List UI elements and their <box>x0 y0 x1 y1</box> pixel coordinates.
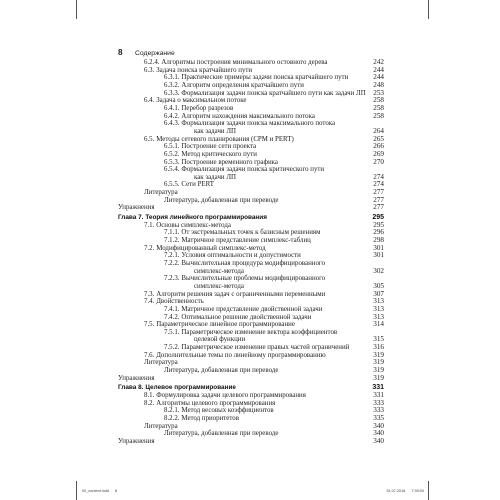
toc-entry-number: 7.4.1. <box>164 305 180 313</box>
toc-entry-number: 7.4.2. <box>164 313 180 321</box>
toc-entry-page: 319 <box>373 350 384 359</box>
toc-entry-page: 242 <box>373 58 384 67</box>
toc-subsection-entry <box>118 90 384 98</box>
toc-entry-title: Практические примеры задачи поиска кратчайшего пути <box>181 74 349 82</box>
toc-entry-title: Дополнительные темы по линейному программированию <box>156 351 326 359</box>
toc-entry-number: 7.5. <box>144 321 155 329</box>
toc-entry-number: 8.2.1. <box>164 407 180 415</box>
toc-entry-title: Построение сети проекта <box>181 143 257 151</box>
toc-subsection-entry <box>118 82 384 90</box>
toc-entry-page: 315 <box>373 335 384 344</box>
toc-section-entry <box>118 245 384 253</box>
toc-entry-number: 6.5.4. <box>164 166 180 174</box>
toc-entry-number: 7.1. <box>144 221 155 229</box>
toc-entry-page: 319 <box>373 366 384 374</box>
slug-filename: 00_content.indd <box>82 488 110 493</box>
toc-entry-number: Глава 8. <box>118 384 144 392</box>
toc-entry-title: Теория линейного программирования <box>145 213 267 221</box>
toc-entry-page: 313 <box>373 304 384 313</box>
toc-entry-continuation <box>118 283 384 291</box>
toc-entry-title: симплекс-метода <box>194 267 244 275</box>
crop-mark <box>76 0 77 19</box>
toc-entry-page: 313 <box>373 297 384 306</box>
toc-entry-number: 7.2. <box>144 244 155 252</box>
toc-entry-title: Алгоритм решения задач с ограниченными переменными <box>156 290 326 298</box>
toc-entry-title: Литература, добавленная при переводе <box>164 430 279 438</box>
toc-entry-page: 301 <box>373 243 384 252</box>
toc-section-entry <box>118 97 384 105</box>
toc-subsection-entry <box>118 197 384 205</box>
toc-section-entry <box>118 352 384 360</box>
toc-entry-page: 295 <box>372 213 384 221</box>
toc-section-entry <box>118 321 384 329</box>
toc-entry-number: 6.5. <box>144 135 155 143</box>
toc-subsection-entry <box>118 159 384 167</box>
toc-entry-page: 307 <box>373 289 384 298</box>
toc-entry-page: 319 <box>373 373 384 382</box>
toc-chapter-entry <box>118 384 384 392</box>
toc-entry-continuation <box>118 174 384 182</box>
toc-subsection-entry <box>118 105 384 113</box>
toc-entry-title: Параметрическое изменение правых частей ограничений <box>181 344 350 352</box>
table-of-contents <box>118 59 384 445</box>
toc-entry-continuation <box>118 336 384 344</box>
toc-entry-page: 264 <box>373 126 384 135</box>
toc-entry-number: 6.2.4. <box>144 59 160 67</box>
toc-subsection-entry <box>118 314 384 322</box>
toc-entry-page: 331 <box>373 391 384 400</box>
toc-entry-continuation <box>118 128 384 136</box>
toc-entry-title: Литература <box>144 422 178 430</box>
toc-section-entry <box>118 298 384 306</box>
toc-entry-number: 7.1.2. <box>164 237 180 245</box>
toc-entry-number: 6.3.2. <box>164 82 180 90</box>
toc-entry-number: 7.6. <box>144 351 155 359</box>
toc-entry-page: 313 <box>373 312 384 321</box>
toc-entry-title: Литература <box>144 189 178 197</box>
slug-time: 7:39:00 <box>411 488 424 493</box>
toc-entry-number: 6.3. <box>144 66 155 74</box>
toc-entry-number: 8.2.2. <box>164 415 180 423</box>
toc-subsection-entry <box>118 407 384 415</box>
toc-entry-page: 277 <box>373 195 384 204</box>
toc-entry-page: 266 <box>373 142 384 151</box>
toc-entry-page: 305 <box>373 281 384 290</box>
toc-entry-number: 6.5.2. <box>164 150 180 158</box>
toc-entry-page: 277 <box>373 203 384 212</box>
toc-entry-title: Сети PERT <box>181 181 214 189</box>
toc-entry-title: Построение временного графика <box>181 158 278 166</box>
toc-entry-title: Формулировка задачи целевого программирования <box>156 392 306 400</box>
toc-entry-page: 314 <box>373 320 384 329</box>
toc-entry-number: 6.3.1. <box>164 74 180 82</box>
toc-entry-title: Литература, добавленная при переводе <box>164 196 279 204</box>
toc-entry-title: Перебор разрезов <box>181 105 234 113</box>
toc-entry-number: 6.4.3. <box>164 120 180 128</box>
toc-entry-page: 295 <box>373 220 384 229</box>
toc-entry-number: 7.4. <box>144 298 155 306</box>
toc-entry-title: Методы сетевого планирования (CPM и PERT) <box>156 135 294 143</box>
toc-entry-page: 340 <box>373 436 384 445</box>
toc-section-entry <box>118 59 384 67</box>
page-number: 8 <box>118 48 123 57</box>
toc-subsection-entry <box>118 367 384 375</box>
toc-entry-title: Метод приоритетов <box>181 415 239 423</box>
toc-subsection-entry <box>118 260 384 268</box>
toc-entry-title: Матричное представление двойственной задачи <box>181 305 323 313</box>
toc-entry-title: Матричное представление симплекс-таблиц <box>181 237 311 245</box>
toc-entry-number: 6.5.3. <box>164 158 180 166</box>
toc-entry-page: 244 <box>373 73 384 82</box>
slug-page: 8 <box>115 488 118 493</box>
toc-entry-number: 6.3.3. <box>164 89 180 97</box>
toc-entry-title: Алгоритмы построения минимального остовного дерева <box>161 59 328 67</box>
toc-entry-page: 270 <box>373 157 384 166</box>
crop-mark <box>76 481 77 500</box>
toc-entry-page: 340 <box>373 429 384 438</box>
toc-section-entry <box>118 400 384 408</box>
toc-entry-number: 7.5.2. <box>164 344 180 352</box>
toc-entry-number: 8.2. <box>144 399 155 407</box>
toc-subsection-entry <box>118 237 384 245</box>
toc-entry-title: Формализация задачи поиска кратчайшего пути как задачи ЛП <box>181 89 366 97</box>
toc-subsection-entry <box>118 74 384 82</box>
toc-entry-title: Формализация задачи поиска критического пути <box>181 166 325 174</box>
toc-entry-number: 7.2.2. <box>164 260 180 268</box>
crop-mark <box>428 481 429 500</box>
toc-subsection-entry <box>118 151 384 159</box>
toc-entry-number: 6.4.2. <box>164 112 180 120</box>
toc-entry-number: 6.5.5. <box>164 181 180 189</box>
toc-subsection-entry <box>118 252 384 260</box>
toc-subsection-entry <box>118 430 384 438</box>
toc-entry-page: 319 <box>373 358 384 367</box>
toc-entry-title: Метод весовых коэффициентов <box>181 407 274 415</box>
toc-entry-title: Алгоритм нахождения максимального потока <box>181 112 315 120</box>
toc-entry-title: симплекс-метода <box>194 282 244 290</box>
toc-top-entry <box>118 375 384 383</box>
toc-entry-page: 335 <box>373 414 384 423</box>
toc-entry-continuation <box>118 268 384 276</box>
slug-timestamp <box>386 489 424 494</box>
toc-subsection-entry <box>118 329 384 337</box>
toc-entry-title: Упражнения <box>118 437 155 445</box>
toc-entry-title: Упражнения <box>118 204 155 212</box>
toc-entry-page: 277 <box>373 188 384 197</box>
toc-entry-number: 6.4.1. <box>164 105 180 113</box>
toc-entry-title: Двойственность <box>156 298 204 306</box>
toc-entry-page: 302 <box>373 266 384 275</box>
toc-entry-title: Целевое программирование <box>145 384 236 392</box>
toc-entry-page: 298 <box>373 236 384 245</box>
toc-section-entry <box>118 189 384 197</box>
toc-section-entry <box>118 359 384 367</box>
toc-subsection-entry <box>118 113 384 121</box>
toc-entry-title: Параметрическое изменение вектора коэффициентов <box>181 328 338 336</box>
toc-section-entry <box>118 136 384 144</box>
toc-section-entry <box>118 392 384 400</box>
slug-date: 31.07.2018 <box>386 488 406 493</box>
toc-entry-page: 331 <box>372 384 384 392</box>
toc-entry-number: 8.1. <box>144 392 155 400</box>
toc-entry-title: Алгоритм определения кратчайшего пути <box>181 82 304 90</box>
toc-entry-title: как задачи ЛП <box>194 173 236 181</box>
toc-entry-page: 265 <box>373 134 384 143</box>
running-header <box>118 42 175 57</box>
print-slug <box>82 489 424 494</box>
toc-entry-title: Параметрическое линейное программирование <box>156 321 295 329</box>
toc-entry-number: Глава 7. <box>118 213 144 221</box>
toc-top-entry <box>118 438 384 446</box>
toc-entry-title: Модифицированный симплекс-метод <box>156 244 266 252</box>
toc-entry-title: Задача поиска кратчайшего пути <box>156 66 253 74</box>
toc-entry-number: 6.5.1. <box>164 143 180 151</box>
toc-entry-page: 274 <box>373 180 384 189</box>
crop-mark <box>428 0 429 19</box>
toc-entry-title: Алгоритмы целевого программирования <box>156 399 276 407</box>
toc-entry-page: 244 <box>373 65 384 74</box>
toc-entry-page: 258 <box>373 104 384 113</box>
toc-entry-page: 274 <box>373 172 384 181</box>
toc-entry-page: 340 <box>373 421 384 430</box>
toc-entry-number: 7.3. <box>144 290 155 298</box>
toc-entry-page: 258 <box>373 96 384 105</box>
toc-entry-title: Литература <box>144 359 178 367</box>
toc-entry-title: Упражнения <box>118 374 155 382</box>
toc-subsection-entry <box>118 306 384 314</box>
toc-entry-page: 316 <box>373 343 384 352</box>
toc-top-entry <box>118 204 384 212</box>
toc-entry-page: 253 <box>373 88 384 97</box>
toc-entry-page: 333 <box>373 406 384 415</box>
toc-chapter-entry <box>118 214 384 222</box>
toc-subsection-entry <box>118 229 384 237</box>
toc-entry-title: От экстремальных точек к базисным решениям <box>181 229 321 237</box>
toc-entry-title: Литература, добавленная при переводе <box>164 367 279 374</box>
toc-entry-title: Вычислительные проблемы модифицированного <box>181 275 326 283</box>
toc-entry-number: 7.2.1. <box>164 252 180 260</box>
toc-entry-number: 7.5.1. <box>164 328 180 336</box>
running-title: Содержание <box>135 50 175 57</box>
toc-entry-title: Задача о максимальном потоке <box>156 97 247 105</box>
toc-subsection-entry <box>118 181 384 189</box>
toc-entry-number: 7.2.3. <box>164 275 180 283</box>
toc-section-entry <box>118 423 384 431</box>
toc-entry-page: 301 <box>373 251 384 260</box>
toc-entry-number: 6.4. <box>144 97 155 105</box>
toc-subsection-entry <box>118 344 384 352</box>
toc-subsection-entry <box>118 143 384 151</box>
toc-section-entry <box>118 291 384 299</box>
toc-entry-title: Оптимальное решение двойственной задачи <box>181 313 312 321</box>
toc-entry-title: Вычислительная процедура модифицированного <box>181 260 326 268</box>
toc-section-entry <box>118 222 384 230</box>
toc-entry-page: 248 <box>373 81 384 90</box>
toc-subsection-entry <box>118 120 384 128</box>
toc-entry-page: 258 <box>373 111 384 120</box>
toc-entry-page: 333 <box>373 398 384 407</box>
toc-entry-title: Формализация задачи поиска максимального потока <box>181 120 336 128</box>
toc-subsection-entry <box>118 275 384 283</box>
toc-section-entry <box>118 67 384 75</box>
toc-entry-title: Основы симплекс-метода <box>156 221 231 229</box>
toc-entry-page: 269 <box>373 149 384 158</box>
toc-entry-number: 7.1.1. <box>164 229 180 237</box>
toc-entry-title: Условия оптимальности и допустимости <box>181 252 301 260</box>
toc-subsection-entry <box>118 166 384 174</box>
toc-entry-title: как задачи ЛП <box>194 127 236 135</box>
toc-entry-title: целевой функции <box>194 336 246 344</box>
toc-subsection-entry <box>118 415 384 423</box>
toc-entry-page: 296 <box>373 228 384 237</box>
toc-entry-title: Метод критического пути <box>181 150 257 158</box>
